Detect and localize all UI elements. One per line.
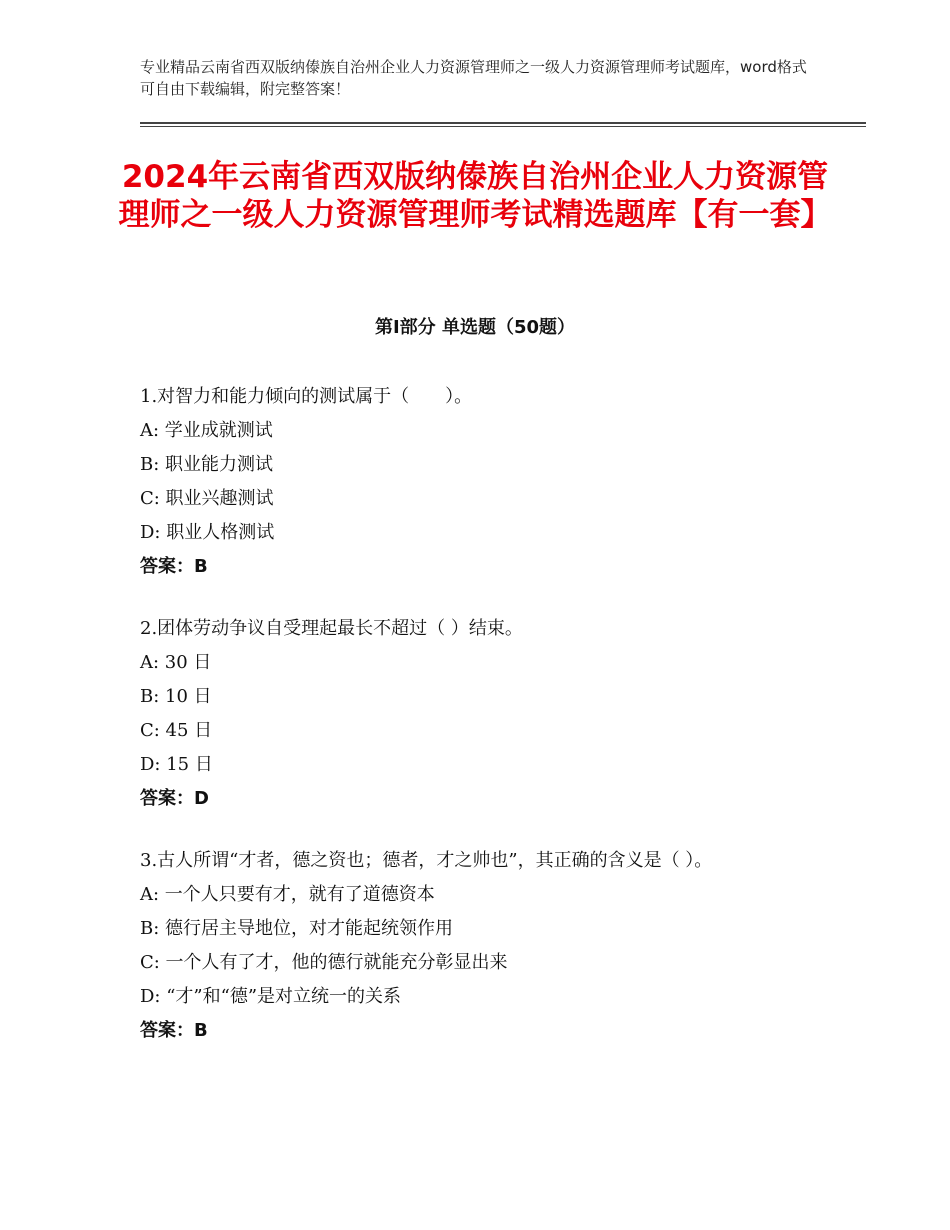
option-c: C: 一个人有了才，他的德行就能充分彰显出来 — [140, 952, 508, 973]
option-b: B: 10 日 — [140, 686, 212, 707]
option-b: B: 德行居主导地位，对才能起统领作用 — [140, 918, 454, 939]
question-3 — [140, 846, 820, 1046]
option-d: D: “才”和“德”是对立统一的关系 — [140, 986, 402, 1007]
section-heading: 第Ⅰ部分 单选题（50题） — [374, 317, 575, 338]
header-divider — [140, 122, 866, 124]
option-d: D: 职业人格测试 — [140, 522, 275, 543]
option-b: B: 职业能力测试 — [140, 454, 274, 475]
question-2 — [140, 614, 820, 814]
question-stem: 1.对智力和能力倾向的测试属于（ ）。 — [140, 386, 473, 407]
answer-label: 答案：B — [140, 1020, 208, 1041]
question-stem: 2.团体劳动争议自受理起最长不超过（ ）结束。 — [140, 618, 523, 639]
answer-label: 答案：B — [140, 556, 208, 577]
option-a: A: 学业成就测试 — [140, 420, 273, 441]
option-c: C: 职业兴趣测试 — [140, 488, 274, 509]
option-c: C: 45 日 — [140, 720, 213, 741]
document-title: 2024年云南省西双版纳傣族自治州企业人力资源管理师之一级人力资源管理师考试精选题库【有一套】 — [118, 159, 832, 233]
question-stem: 3.古人所谓“才者，德之资也；德者，才之帅也”，其正确的含义是（ ）。 — [140, 850, 713, 871]
question-1 — [140, 382, 820, 582]
header-note: 专业精品云南省西双版纳傣族自治州企业人力资源管理师之一级人力资源管理师考试题库，word格式可自由下载编辑，附完整答案！ — [140, 58, 807, 98]
header-divider-thin — [140, 126, 866, 127]
option-a: A: 一个人只要有才，就有了道德资本 — [140, 884, 435, 905]
option-d: D: 15 日 — [140, 754, 213, 775]
option-a: A: 30 日 — [140, 652, 212, 673]
question-list — [140, 382, 820, 1078]
answer-label: 答案：D — [140, 788, 209, 809]
